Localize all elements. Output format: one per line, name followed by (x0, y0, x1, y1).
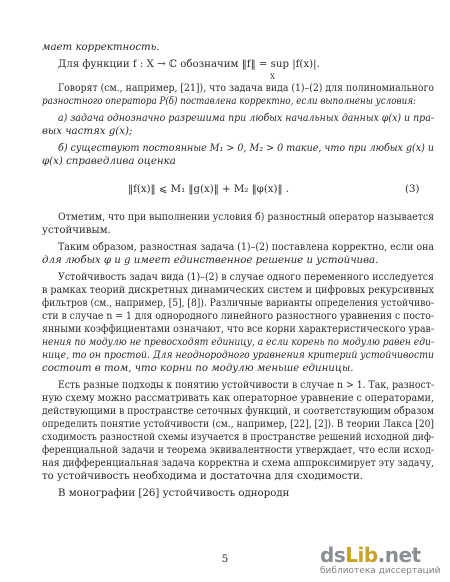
text-line: нице, то он простой. Для неоднородного уравнения критерий устойчивости (42, 350, 434, 361)
watermark (318, 543, 450, 582)
watermark-logo-net: .net (377, 543, 421, 567)
text-line: Говорят (см., например, [21]), что задача вида (1)–(2) для полиномиального (58, 83, 434, 94)
text-line: X (270, 73, 275, 81)
text-line: для любых φ и g имеет единственное решение и устойчива. (42, 255, 379, 266)
text-line: определить понятие устойчивости (см., например, [22], [2]). В теории Лакса [20] (42, 419, 434, 430)
text-line: устойчивым. (42, 225, 111, 236)
equation-number: (3) (405, 184, 420, 195)
text-line: Устойчивость задач вида (1)–(2) в случае одного переменного исследуется (58, 272, 434, 283)
text-line: то устойчивость необходима и достаточна для сходимости. (42, 471, 363, 482)
text-line: ная дифференциальная задача корректна и схема аппроксимирует эту задачу, (42, 458, 435, 469)
text-line: действующими в пространстве сеточных функций, и соответствующим образом (42, 406, 434, 417)
text-line: разностного оператора P(δ) поставлена корректно, если выполнены условия: (42, 96, 416, 107)
text-line: б) существуют постоянные M₁ > 0, M₂ > 0 такие, что при любых g(x) и (58, 143, 435, 154)
text-line: ‖f(x)‖ ⩽ M₁ ‖g(x)‖ + M₂ ‖φ(x)‖ . (128, 184, 290, 195)
watermark-logo-ds: ds (320, 543, 346, 567)
text-line: Есть разные подходы к понятию устойчивости в случае n > 1. Так, разност- (58, 380, 435, 391)
text-line: Для функции f : X → ℂ обозначим ‖f‖ = sup |f(x)|. (58, 59, 320, 70)
text-line: ную схему можно рассматривать как операторное уравнение с операторами, (42, 393, 434, 404)
text-line: янными коэффициентами означают, что все корни характеристического урав- (42, 324, 434, 335)
text-line: ференциальной задачи и теорема эквивалентности утверждает, что если исход- (42, 445, 435, 456)
text-line: сти в случае n = 1 для однородного линейного разностного уравнения с посто- (42, 311, 435, 322)
text-line: сходимость разностной схемы изучается в пространстве решений исходной диф- (42, 432, 435, 443)
watermark-logo-lib: Lib (345, 543, 378, 567)
text-line: мает корректность. (42, 42, 160, 53)
text-line: Таким образом, разностная задача (1)–(2) поставлена корректно, если она (58, 242, 435, 253)
text-line: фильтров (см., например, [5], [8]). Различные варианты определения устойчиво- (42, 298, 435, 309)
text-line: В монографии [26] устойчивость однородн (58, 488, 290, 499)
watermark-logo (320, 543, 421, 567)
page-number: 5 (221, 553, 229, 565)
text-line: φ(x) справедлива оценка (42, 156, 176, 167)
text-line: вых частях g(x); (42, 126, 133, 137)
text-line: в рамках теорий дискретных динамических систем и цифровых рекурсивных (42, 285, 435, 296)
text-line: а) задача однозначно разрешима при любых начальных данных φ(x) и пра- (58, 113, 435, 124)
text-line: нения по модулю не превосходят единицу, а если корень по модулю равен еди- (42, 337, 435, 348)
text-line: Отметим, что при выполнении условия б) разностный оператор называется (58, 212, 435, 223)
text-line: состоит в том, что корни по модулю меньше единицы. (42, 363, 354, 374)
watermark-subtitle: библиотека диссертаций (320, 566, 441, 576)
